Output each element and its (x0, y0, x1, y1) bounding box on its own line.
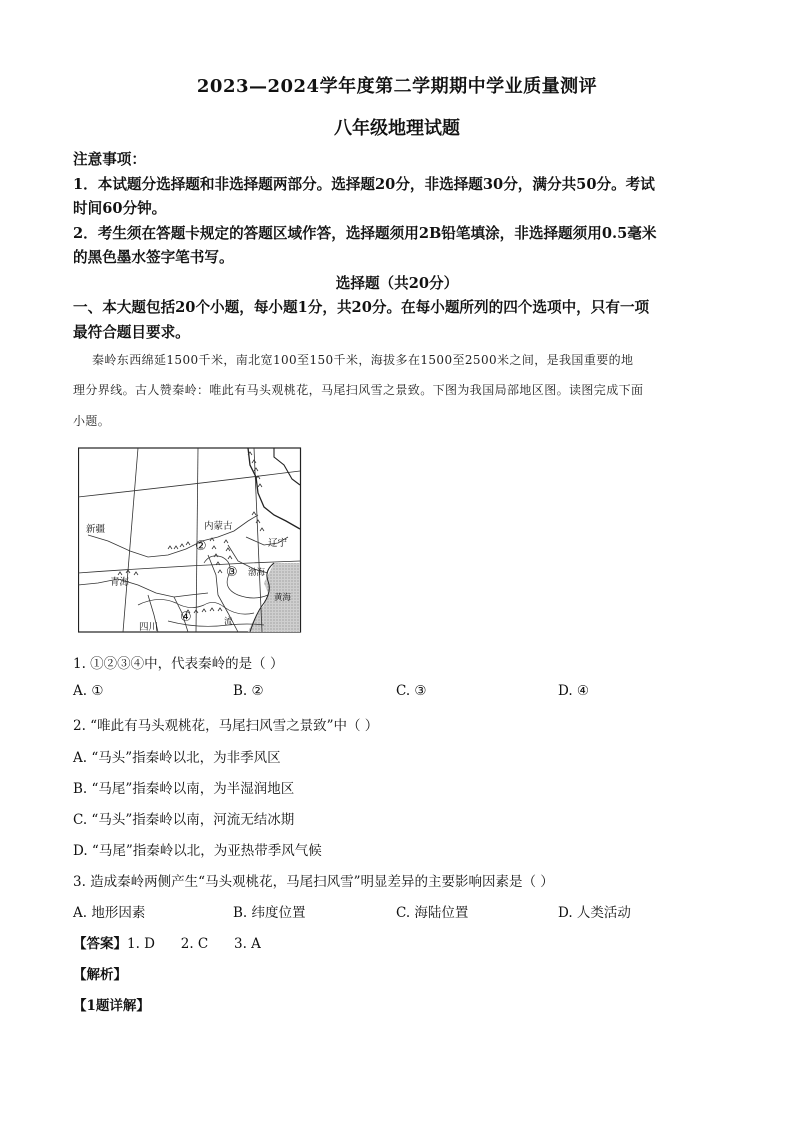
label-xinjiang: 新疆 (86, 524, 106, 535)
label-liu: 流 (224, 617, 233, 627)
question-1-option-b[interactable]: B. ② (233, 683, 264, 699)
regional-map (78, 445, 302, 633)
label-qinghai: 青海 (110, 577, 130, 588)
question-3-stem: 3. 造成秦岭两侧产生“马头观桃花，马尾扫风雪”明显差异的主要影响因素是（ ） (73, 874, 554, 890)
question-2-option-d[interactable]: D. “马尾”指秦岭以北，为亚热带季风气候 (73, 843, 322, 859)
label-sichuan: 四川 (139, 622, 159, 633)
passage-line-2: 理分界线。古人赞秦岭：唯此有马头观桃花，马尾扫风雪之景致。下图为我国局部地区图。读图完成下面 (73, 383, 644, 397)
label-huanghai: 黄海 (274, 593, 292, 603)
section-intro-line-1: 一、本大题包括20个小题，每小题1分，共20分。在每小题所列的四个选项中，只有一项 (73, 299, 650, 316)
passage-line-3: 小题。 (73, 414, 111, 428)
question-1-option-c[interactable]: C. ③ (396, 683, 427, 699)
notice-heading: 注意事项： (73, 151, 146, 168)
notice-item-2-line-2: 的黑色墨水签字笔书写。 (73, 249, 234, 266)
analysis-label: 【解析】 (73, 967, 127, 983)
question-3-option-a[interactable]: A. 地形因素 (73, 905, 146, 921)
label-liaoning: 辽宁 (268, 538, 288, 549)
question-2-option-a[interactable]: A. “马头”指秦岭以北，为非季风区 (73, 750, 281, 766)
section-title: 选择题（共20分） (335, 275, 459, 292)
question-3-option-b[interactable]: B. 纬度位置 (233, 905, 306, 921)
exam-title: 2023—2024学年度第二学期期中学业质量测评 (196, 76, 598, 97)
marker-3: ③ (226, 565, 238, 580)
label-bohai: 渤海 (248, 568, 266, 578)
notice-item-2-line-1: 2．考生须在答题卡规定的答题区域作答，选择题须用2B铅笔填涂，非选择题须用0.5毫米 (73, 225, 657, 242)
passage-line-1: 秦岭东西绵延1500千米，南北宽100至150千米，海拔多在1500至2500米之间，是我国重要的地 (92, 353, 634, 367)
notice-item-1-line-1: 1．本试题分选择题和非选择题两部分。选择题20分，非选择题30分，满分共50分。考试 (73, 176, 655, 193)
question-2-option-b[interactable]: B. “马尾”指秦岭以南，为半湿润地区 (73, 781, 295, 797)
question-3-option-c[interactable]: C. 海陆位置 (396, 905, 469, 921)
detail-label: 【1题详解】 (73, 998, 150, 1014)
question-3-option-d[interactable]: D. 人类活动 (558, 905, 631, 921)
answer-line (73, 932, 723, 952)
exam-subtitle: 八年级地理试题 (334, 118, 460, 139)
question-2-stem: 2. “唯此有马头观桃花，马尾扫风雪之景致”中（ ） (73, 718, 379, 734)
question-1-option-a[interactable]: A. ① (73, 683, 104, 699)
answer-label: 【答案】 (73, 936, 127, 952)
marker-2: ② (195, 539, 207, 554)
label-neimenggu: 内蒙古 (204, 521, 233, 532)
answer-values: 1. D 2. C 3. A (127, 936, 261, 952)
question-1-stem: 1. ①②③④中，代表秦岭的是（ ） (73, 656, 284, 672)
notice-item-1-line-2: 时间60分钟。 (73, 200, 167, 217)
map-drawing (78, 445, 302, 633)
section-intro-line-2: 最符合题目要求。 (73, 324, 190, 341)
question-1-option-d[interactable]: D. ④ (558, 683, 590, 699)
question-2-option-c[interactable]: C. “马头”指秦岭以南，河流无结冰期 (73, 812, 295, 828)
marker-4: ④ (180, 610, 192, 625)
